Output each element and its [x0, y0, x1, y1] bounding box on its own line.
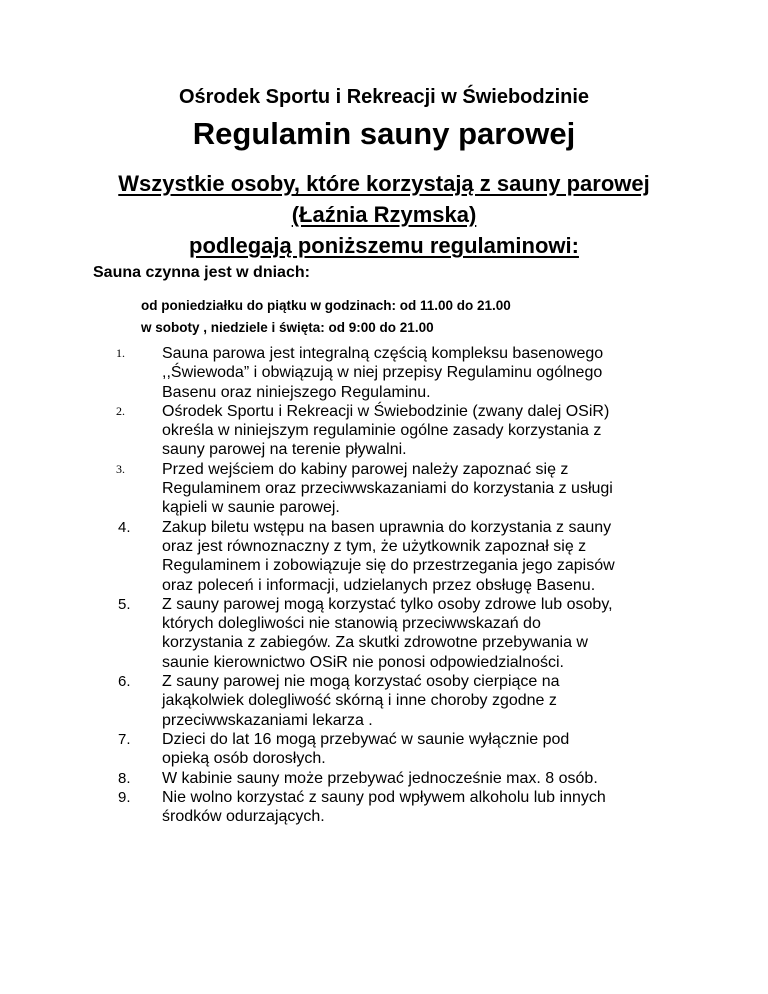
rule-line: korzystania z zabiegów. Za skutki zdrowotne przebywania w: [162, 634, 588, 652]
rule-line: oraz poleceń i informacji, udzielanych przez obsługę Basenu.: [162, 576, 596, 594]
rule-line: opieką osób dorosłych.: [162, 750, 326, 768]
rule-line: W kabinie sauny może przebywać jednocześnie max. 8 osób.: [162, 769, 598, 787]
rule-line: Z sauny parowej mogą korzystać tylko osoby zdrowe lub osoby,: [162, 595, 613, 613]
rule-text: [162, 769, 680, 788]
rule-text: [162, 672, 680, 730]
rule-line: Dzieci do lat 16 mogą przebywać w saunie wyłącznie pod: [162, 730, 570, 748]
rule-line: Regulaminem i zobowiązuje się do przestrzegania jego zapisów: [162, 557, 615, 575]
rule-number: 7.: [118, 730, 131, 748]
rule-line: Sauna parowa jest integralną częścią kompleksu basenowego: [162, 345, 604, 362]
rule-item: [100, 402, 680, 460]
rule-item: [100, 769, 680, 788]
rule-line: ,,Świewoda” i obwiązują w niej przepisy Regulaminu ogólnego: [162, 364, 603, 382]
rule-line: saunie kierownictwo OSiR nie ponosi odpowiedzialności.: [162, 653, 564, 671]
rule-line: Ośrodek Sportu i Rekreacji w Świebodzinie (zwany dalej OSiR): [162, 402, 610, 420]
rule-line: jakąkolwiek dolegliwość skórną i inne choroby zgodne z: [162, 692, 557, 710]
rule-text: [162, 788, 680, 827]
rule-item: [100, 595, 680, 672]
weekday-hours: od poniedziałku do piątku w godzinach: od 11.00 do 21.00: [141, 298, 511, 313]
subtitle-line: (Łaźnia Rzymska): [291, 202, 477, 227]
rule-text: [162, 344, 680, 402]
rule-item: [100, 344, 680, 402]
rule-line: których dolegliwości nie stanowią przeciwwskazań do: [162, 615, 541, 633]
rule-line: sauny parowej na terenie pływalni.: [162, 441, 407, 459]
opening-hours: [141, 295, 511, 339]
rule-number: 6.: [118, 673, 131, 691]
rule-line: określa w niniejszym regulaminie ogólne zasady korzystania z: [162, 422, 602, 440]
rule-line: Nie wolno korzystać z sauny pod wpływem alkoholu lub innych: [162, 788, 606, 806]
rule-item: [100, 518, 680, 595]
rule-item: [100, 460, 680, 518]
rule-item: [100, 788, 680, 827]
document-title: Regulamin sauny parowej: [192, 116, 576, 151]
rule-line: środków odurzających.: [162, 808, 325, 826]
rule-number: 9.: [118, 788, 131, 806]
rule-text: [162, 595, 680, 672]
rule-item: [100, 730, 680, 769]
subtitle-line: podlegają poniższemu regulaminowi:: [189, 233, 579, 258]
rule-number: 2.: [116, 403, 125, 418]
rule-text: [162, 518, 680, 595]
rule-number: 4.: [118, 518, 131, 536]
rule-number: 1.: [116, 346, 125, 360]
rule-item: [100, 672, 680, 730]
rules-list: [100, 344, 680, 826]
rule-number: 5.: [118, 595, 131, 613]
rule-line: Z sauny parowej nie mogą korzystać osoby cierpiące na: [162, 673, 560, 691]
rule-line: Basenu oraz niniejszego Regulaminu.: [162, 383, 431, 401]
subtitle-line: Wszystkie osoby, które korzystają z sauny parowej: [118, 171, 650, 196]
rule-number: 8.: [118, 769, 131, 787]
weekend-hours: w soboty , niedziele i święta: od 9:00 do 21.00: [141, 320, 434, 335]
organization-name: Ośrodek Sportu i Rekreacji w Świebodzinie: [178, 86, 590, 108]
rule-number: 3.: [116, 461, 125, 476]
rule-text: [162, 730, 680, 769]
rule-line: Regulaminem oraz przeciwwskazaniami do korzystania z usługi: [162, 480, 613, 498]
rule-text: [162, 460, 680, 518]
rule-line: oraz jest równoznaczny z tym, że użytkownik zapoznał się z: [162, 537, 587, 555]
rule-line: przeciwwskazaniami lekarza .: [162, 711, 373, 729]
rule-line: Przed wejściem do kabiny parowej należy zapoznać się z: [162, 460, 569, 478]
subtitle: [0, 168, 768, 261]
rule-line: kąpieli w saunie parowej.: [162, 499, 340, 517]
rule-text: [162, 402, 680, 460]
rule-line: Zakup biletu wstępu na basen uprawnia do korzystania z sauny: [162, 518, 612, 536]
hours-heading: Sauna czynna jest w dniach:: [93, 264, 310, 281]
